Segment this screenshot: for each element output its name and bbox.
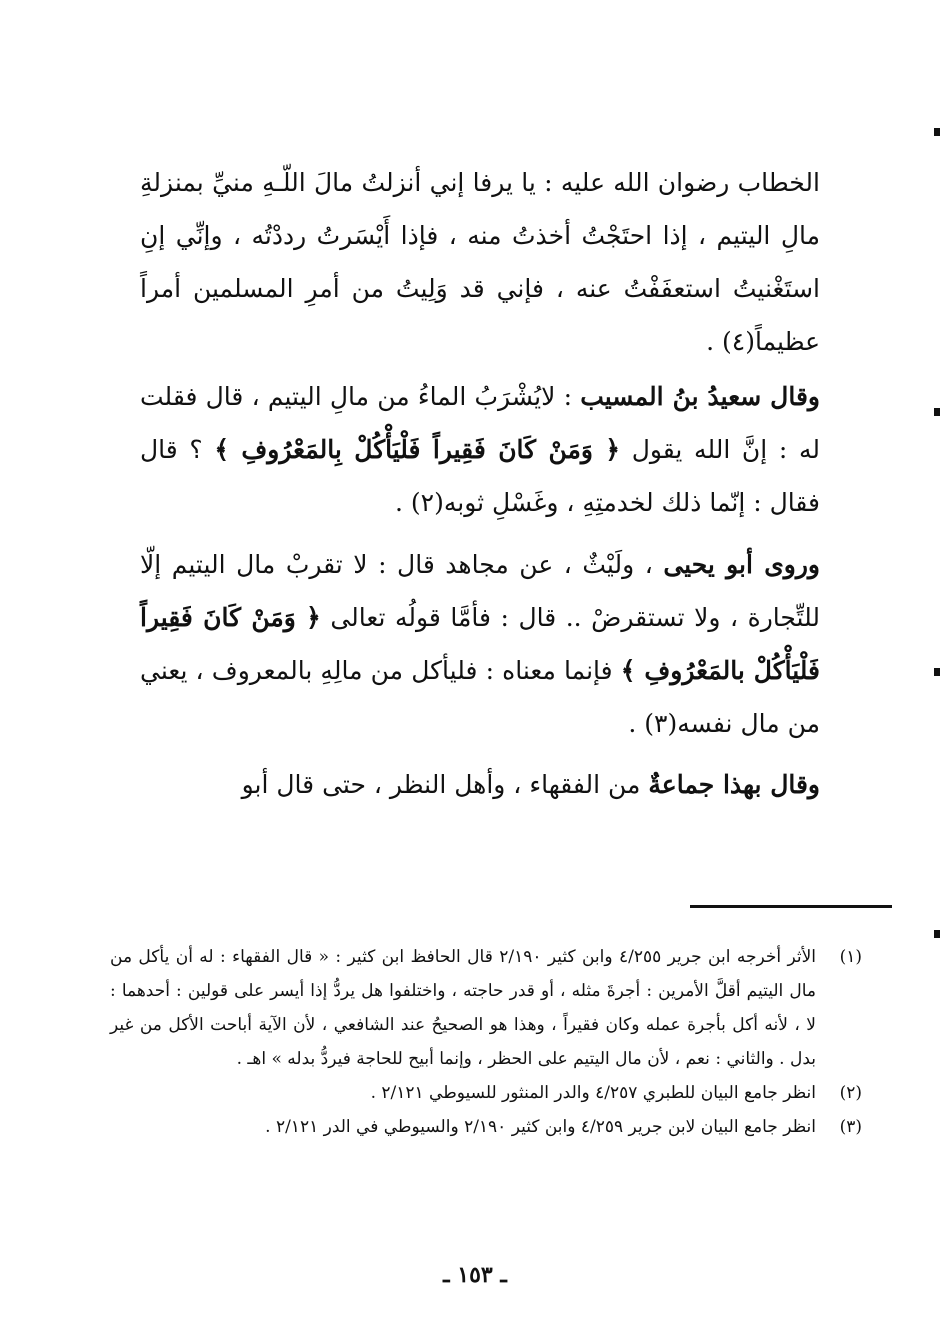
footnote-number: (٣) [839,1117,862,1137]
edge-mark [934,668,940,676]
paragraph-2-lead: وقال سعيدُ بنُ المسيب [580,382,820,411]
footnote [110,940,862,1076]
quran-quote: ﴿ وَمَنْ كَانَ فَقِيراً فَلْيَأْكُلْ بالمَعْرُوفِ ﴾ [140,603,820,685]
edge-mark [934,128,940,136]
paragraph-3 [140,538,820,750]
paragraph-4-lead: وقال بهذا جماعةٌ [648,770,820,799]
edge-mark [934,930,940,938]
footnote-text: انظر جامع البيان لابن جرير ٤/٢٥٩ وابن كثير ٢/١٩٠ والسيوطي في الدر ٢/١٢١ . [265,1117,816,1137]
footnote [110,1076,862,1110]
edge-mark [934,408,940,416]
paragraph-2 [140,370,820,529]
footnote-number: (١) [839,947,862,967]
page-number: ـ ١٥٣ ـ [443,1262,507,1288]
paragraph-4-text-a: من الفقهاء ، وأهل النظر ، حتى قال أبو [241,770,649,799]
footnote-text: الأثر أخرجه ابن جرير ٤/٢٥٥ وابن كثير ٢/١٩٠ قال الحافظ ابن كثير : « قال الفقهاء : له أن يأكل من مال اليتيم أقلَّ الأمرين : أجرةَ مثله ، أو قدر حاجته ، واختلفوا هل يردُّ إذا أيسر على قولين : أحدهما : لا ، لأنه أكل بأجرة عمله وكان فقيراً ، وهذا هو الصحيحُ عند الشافعي ، لأن الآية أباحت الأكل من غير بدل . والثاني : نعم ، لأن مال اليتيم على الحظر ، وإنما أبيح للحاجة فيردُّ بدله » اهـ . [110,947,816,1069]
paragraph-3-text-b: فإنما معناه : فليأكل من مالِهِ بالمعروف ، يعني من مال نفسه(٣) . [140,656,820,738]
paragraph-1: الخطاب رضوان الله عليه : يا يرفا إني أنزلتُ مالَ اللّـهِ منيِّ بمنزلةِ مالِ اليتيم ، إذا احتَجْتُ أخذتُ منه ، فإذا أَيْسَرتُ رددْتُه ، وإنِّي إنِ استَغْنيتُ استعفَفْتُ عنه ، فإني قد وَلِيتُ من أمرِ المسلمين أمراً عظيماً(٤) . [140,168,820,356]
paragraph-2-text-a: : لايُشْرَبُ الماءُ من مالِ اليتيم ، قال فقلت له : إنَّ الله يقول [140,382,820,464]
footnote-divider [690,905,892,908]
paragraph-3-lead: وروى أبو يحيى [663,550,820,579]
paragraph-4 [140,758,820,811]
footnote-text: انظر جامع البيان للطبري ٤/٢٥٧ والدر المنثور للسيوطي ٢/١٢١ . [370,1083,816,1103]
quran-quote: ﴿ وَمَنْ كَانَ فَقِيراً فَلْيَأْكُلْ بِالمَعْرُوفِ ﴾ [214,435,621,464]
footnote-number: (٢) [839,1083,862,1103]
footnotes [110,940,862,1144]
paragraph-2-text-b: ؟ قال فقال : إنّما ذلك لخدمتِهِ ، وغَسْلِ ثوبه(٢) . [140,435,820,517]
footnote [110,1110,862,1144]
paragraph-3-text-a: ، ولَيْثٌ ، عن مجاهد قال : لا تقربْ مال اليتيم إلّا للتِّجارة ، ولا تستقرضْ .. قال : فأمَّا قولُه تعالى [140,550,820,632]
